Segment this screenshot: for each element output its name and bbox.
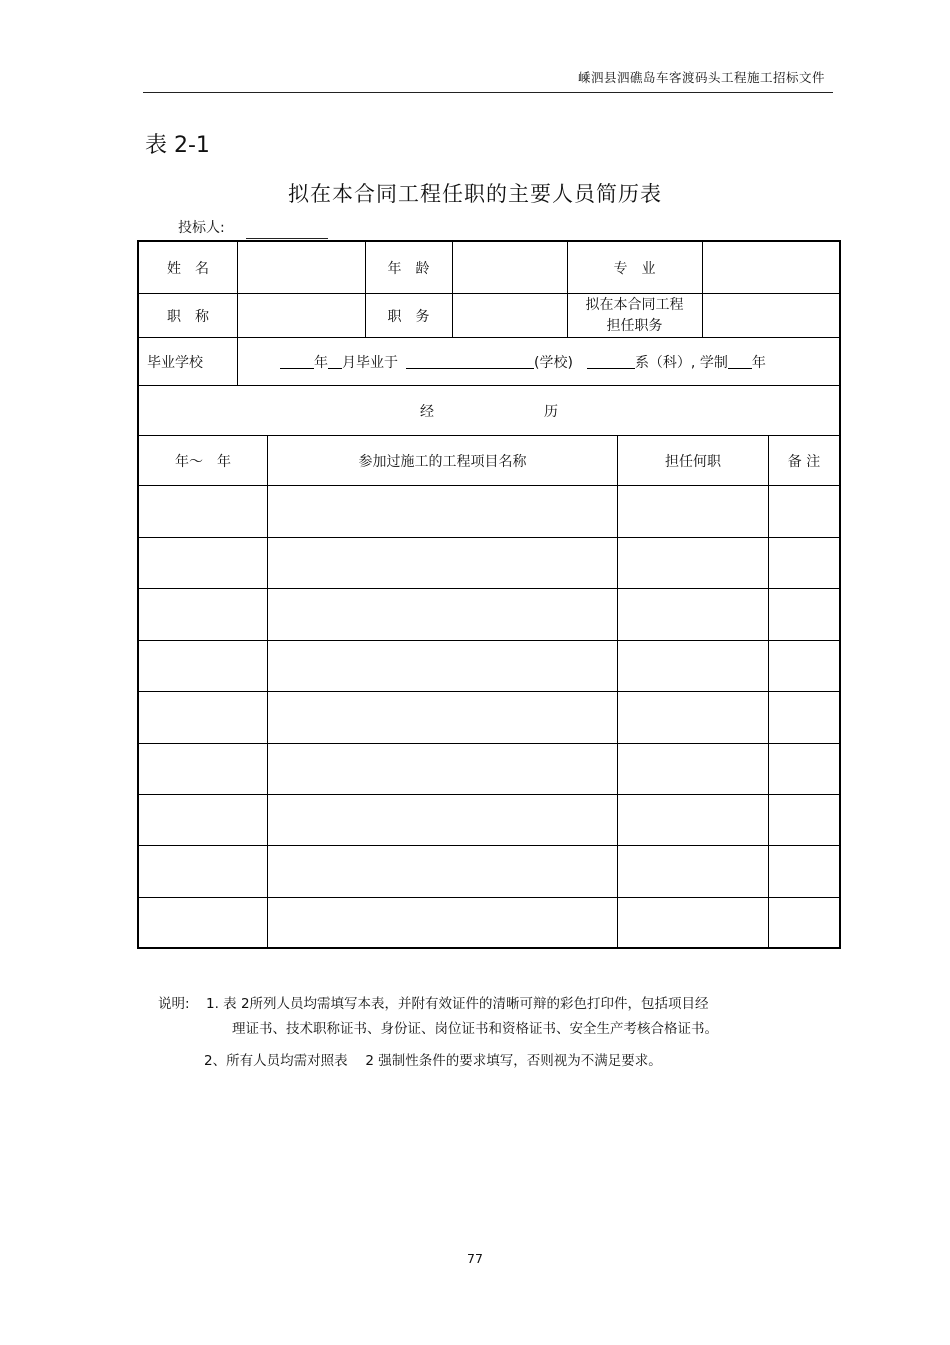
experience-cell-period[interactable] — [139, 795, 267, 845]
proposed-role-label-line1: 拟在本合同工程 — [585, 296, 684, 313]
experience-cell-project[interactable] — [268, 898, 617, 947]
name-field[interactable] — [238, 242, 365, 293]
name-label: 姓 名 — [167, 260, 209, 277]
col-header-period: 年～ 年 — [175, 453, 231, 470]
experience-cell-project[interactable] — [268, 486, 617, 537]
experience-cell-role[interactable] — [618, 692, 768, 743]
experience-cell-role[interactable] — [618, 589, 768, 640]
age-field[interactable] — [453, 242, 567, 293]
school-blank[interactable] — [406, 354, 534, 369]
bidder-label: 投标人: — [178, 220, 225, 236]
dept-text: 系（科）, 学制 — [634, 354, 728, 371]
experience-cell-period[interactable] — [139, 846, 267, 897]
month-blank[interactable] — [328, 354, 342, 369]
experience-cell-period[interactable] — [139, 538, 267, 588]
title-field[interactable] — [238, 294, 365, 337]
col-header-project: 参加过施工的工程项目名称 — [358, 453, 527, 470]
experience-label-1: 经 — [420, 403, 434, 420]
school-label: 毕业学校 — [147, 354, 203, 371]
experience-cell-project[interactable] — [268, 744, 617, 794]
experience-cell-period[interactable] — [139, 744, 267, 794]
experience-cell-period[interactable] — [139, 898, 267, 947]
proposed-role-field[interactable] — [703, 294, 839, 337]
experience-cell-remarks[interactable] — [769, 744, 839, 794]
experience-cell-period[interactable] — [139, 589, 267, 640]
experience-cell-remarks[interactable] — [769, 538, 839, 588]
note-item1-line1: 1. 表 2所列人员均需填写本表，并附有效证件的清晰可辩的彩色打印件，包括项目经 — [206, 996, 709, 1012]
bidder-blank-line[interactable] — [246, 238, 328, 239]
note-item1-line2: 理证书、技术职称证书、身份证、岗位证书和资格证书、安全生产考核合格证书。 — [232, 1021, 718, 1037]
month-grad-text: 月毕业于 — [342, 354, 398, 371]
experience-cell-role[interactable] — [618, 744, 768, 794]
experience-cell-remarks[interactable] — [769, 641, 839, 691]
dept-blank[interactable] — [587, 354, 635, 369]
table-number: 表 2-1 — [145, 133, 210, 158]
col-header-role: 担任何职 — [665, 453, 721, 470]
proposed-role-label — [567, 294, 702, 337]
header-doc-title: 嵊泗县泗礁岛车客渡码头工程施工招标文件 — [577, 70, 825, 85]
experience-cell-period[interactable] — [139, 641, 267, 691]
experience-section-header — [139, 386, 839, 435]
experience-cell-role[interactable] — [618, 486, 768, 537]
major-field[interactable] — [703, 242, 839, 293]
school-fill-line — [238, 338, 839, 385]
page-header — [143, 62, 833, 93]
years-blank[interactable] — [728, 354, 752, 369]
experience-cell-period[interactable] — [139, 486, 267, 537]
year-text: 年 — [314, 354, 328, 371]
form-title: 拟在本合同工程任职的主要人员简历表 — [288, 182, 662, 206]
experience-cell-project[interactable] — [268, 692, 617, 743]
experience-cell-project[interactable] — [268, 641, 617, 691]
experience-cell-role[interactable] — [618, 538, 768, 588]
proposed-role-label-line2: 担任职务 — [606, 317, 663, 334]
notes-prefix: 说明: — [158, 996, 190, 1012]
experience-cell-project[interactable] — [268, 538, 617, 588]
year-blank[interactable] — [280, 354, 314, 369]
experience-cell-project[interactable] — [268, 795, 617, 845]
experience-cell-role[interactable] — [618, 846, 768, 897]
page-number: 77 — [467, 1251, 483, 1266]
col-header-remarks: 备 注 — [787, 453, 821, 470]
position-label: 职 务 — [387, 308, 430, 325]
resume-table — [137, 240, 841, 949]
experience-cell-remarks[interactable] — [769, 846, 839, 897]
experience-label-2: 历 — [544, 403, 558, 420]
major-label: 专 业 — [613, 260, 656, 277]
experience-cell-role[interactable] — [618, 641, 768, 691]
experience-cell-remarks[interactable] — [769, 692, 839, 743]
experience-cell-remarks[interactable] — [769, 898, 839, 947]
position-field[interactable] — [453, 294, 567, 337]
years-text: 年 — [751, 354, 766, 371]
note-item2: 2、所有人员均需对照表 2 强制性条件的要求填写，否则视为不满足要求。 — [204, 1053, 662, 1069]
experience-cell-remarks[interactable] — [769, 486, 839, 537]
school-text: (学校) — [534, 354, 573, 371]
experience-cell-project[interactable] — [268, 589, 617, 640]
experience-cell-project[interactable] — [268, 846, 617, 897]
experience-cell-remarks[interactable] — [769, 795, 839, 845]
experience-cell-role[interactable] — [618, 795, 768, 845]
age-label: 年 龄 — [387, 260, 430, 277]
experience-cell-role[interactable] — [618, 898, 768, 947]
experience-cell-period[interactable] — [139, 692, 267, 743]
title-label: 职 称 — [167, 308, 209, 325]
experience-cell-remarks[interactable] — [769, 589, 839, 640]
